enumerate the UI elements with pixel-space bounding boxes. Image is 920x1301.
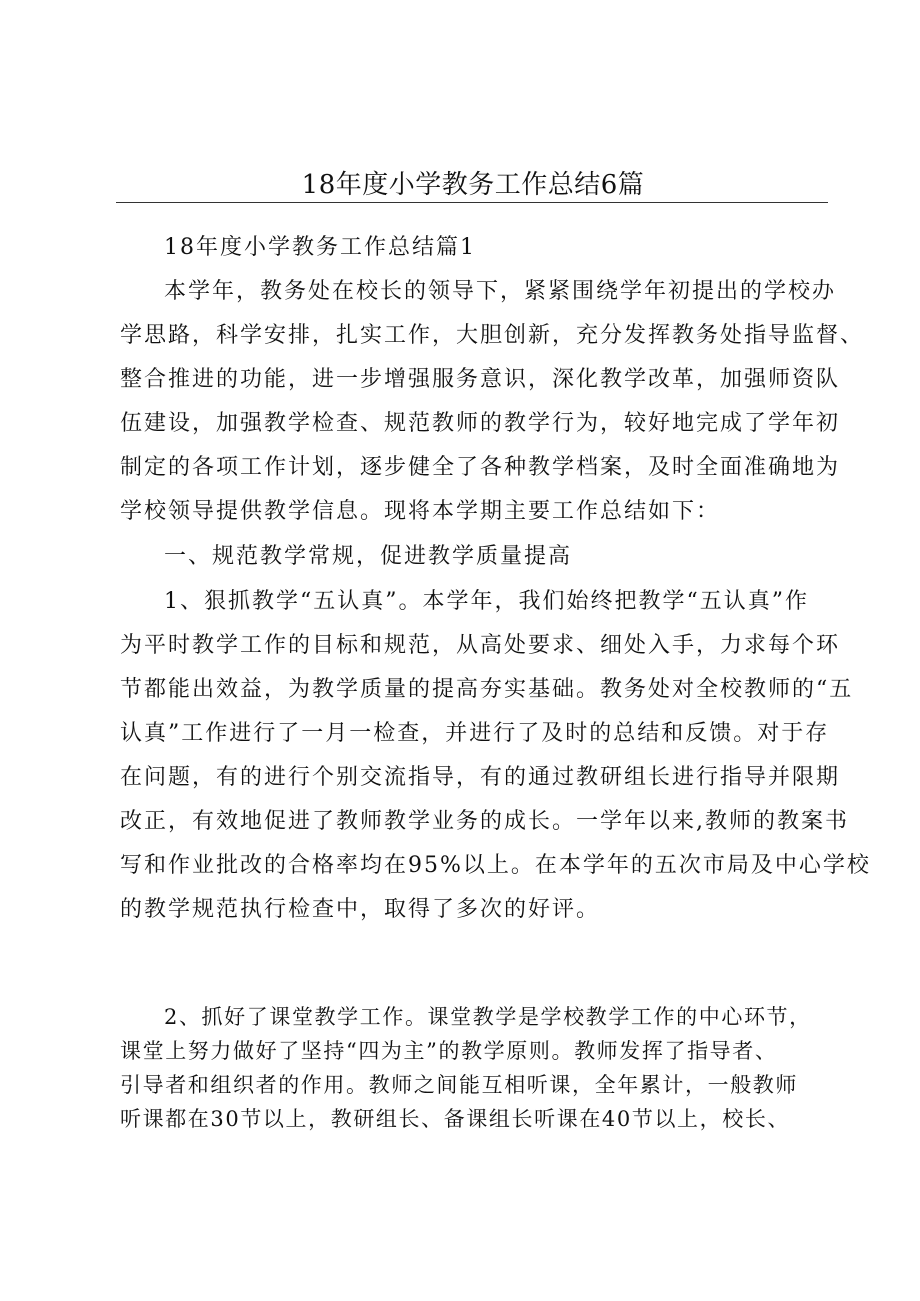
item-1-paragraph [120,580,871,932]
section-heading: 18年度小学教务工作总结篇1 [164,235,476,260]
intro-paragraph [120,270,865,534]
part-one-heading-block [120,535,826,579]
paragraph-line: 节都能出效益，为教学质量的提高夯实基础。教务处对全校教师的“五 [120,677,854,702]
document-title: 18年度小学教务工作总结6篇 [301,170,645,200]
section-heading-block [120,226,826,270]
paragraph-line: 学校领导提供教学信息。现将本学期主要工作总结如下： [120,499,721,524]
paragraph-line: 认真”工作进行了一月一检查，并进行了及时的总结和反馈。对于存 [120,721,830,746]
item-2-paragraph [120,1000,826,1136]
part-one-heading: 一、规范教学常规，促进教学质量提高 [164,544,573,569]
paragraph-line: 课堂上努力做好了坚持“四为主”的教学原则。教师发挥了指导者、 [120,1039,778,1063]
paragraph-line: 1、狠抓教学“五认真”。本学年，我们始终把教学“五认真”作 [164,589,809,614]
paragraph-line: 写和作业批改的合格率均在95%以上。在本学年的五次市局及中心学校 [120,853,871,878]
paragraph-line: 为平时教学工作的目标和规范，从高处要求、细处入手，力求每个环 [120,633,841,658]
paragraph-line: 改正，有效地促进了教师教学业务的成长。一学年以来,教师的教案书 [120,809,849,834]
paragraph-line: 2、抓好了课堂教学工作。课堂教学是学校教学工作的中心环节， [164,1005,812,1029]
paragraph-line: 在问题，有的进行个别交流指导，有的通过教研组长进行指导并限期 [120,765,841,790]
paragraph-line: 伍建设，加强教学检查、规范教师的教学行为，较好地完成了学年初 [120,411,841,436]
paragraph-line: 整合推进的功能，进一步增强服务意识，深化教学改革，加强师资队 [120,367,841,392]
paragraph-line: 本学年，教务处在校长的领导下，紧紧围绕学年初提出的学校办 [164,279,837,304]
paragraph-line: 引导者和组织者的作用。教师之间能互相听课，全年累计，一般教师 [120,1073,798,1097]
title-underline [116,202,828,203]
paragraph-line: 的教学规范执行检查中，取得了多次的好评。 [120,897,601,922]
paragraph-line: 听课都在30节以上，教研组长、备课组长听课在40节以上，校长、 [120,1107,791,1131]
paragraph-line: 学思路，科学安排，扎实工作，大胆创新，充分发挥教务处指导监督、 [120,323,865,348]
paragraph-line: 制定的各项工作计划，逐步健全了各种教学档案，及时全面准确地为 [120,455,841,480]
